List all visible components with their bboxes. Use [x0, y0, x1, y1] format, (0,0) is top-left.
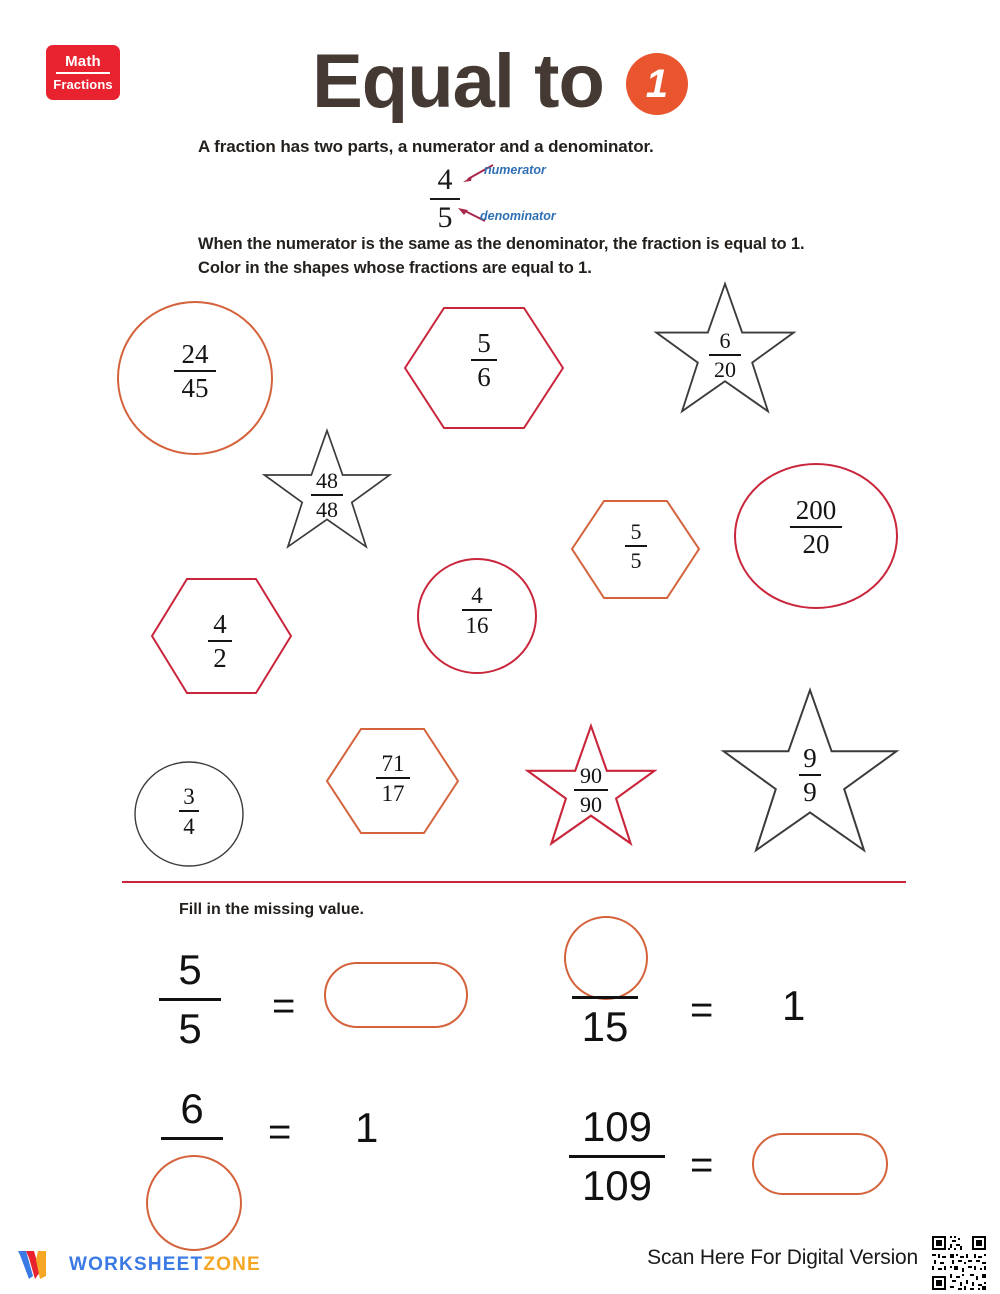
problem-1-fraction [150, 946, 230, 1053]
fraction-bar [174, 370, 216, 372]
badge-topic-label: Fractions [53, 77, 113, 92]
problem-3-denominator-blank[interactable] [146, 1155, 242, 1251]
fraction-numerator: 71 [381, 751, 405, 776]
fraction-denominator: 90 [580, 792, 602, 817]
worksheet-zone-logo[interactable] [16, 1248, 261, 1282]
section-divider [122, 881, 906, 883]
fraction-numerator: 200 [795, 495, 837, 525]
logo-text-worksheet: WORKSHEET [69, 1254, 204, 1275]
shape-star-48-48[interactable] [260, 428, 394, 552]
intro-line-1: A fraction has two parts, a numerator and a denominator. [198, 137, 654, 156]
shape-star-9-9[interactable] [720, 686, 900, 858]
shape-hexagon-4-2[interactable] [150, 577, 293, 695]
shape-circle-24-45[interactable] [116, 300, 274, 456]
qr-code[interactable] [930, 1234, 988, 1292]
fraction-bar [709, 354, 741, 356]
fraction-denominator: 17 [381, 781, 405, 806]
fraction-90-90 [551, 764, 631, 817]
fraction-denominator: 5 [630, 548, 642, 573]
fraction-numerator: 9 [803, 743, 817, 773]
fraction-numerator: 4 [213, 609, 227, 639]
problem-4-fraction-bar [569, 1155, 665, 1158]
fraction-denominator: 16 [465, 613, 489, 638]
problem-1-equals: = [272, 984, 296, 1028]
fraction-4-2 [182, 610, 258, 673]
logo-text-zone: ZONE [203, 1254, 261, 1275]
fraction-bar [574, 789, 608, 791]
problem-3-numerator: 6 [180, 1085, 204, 1132]
fraction-numerator: 90 [580, 763, 602, 788]
fraction-3-4 [155, 784, 223, 839]
problem-1-fraction-bar [159, 998, 221, 1001]
problem-2-denominator: 15 [581, 1003, 629, 1050]
fraction-bar [376, 777, 410, 779]
problem-2-numerator-blank[interactable] [564, 916, 648, 1000]
problem-3-fraction [152, 1085, 232, 1144]
shape-circle-3-4[interactable] [133, 760, 245, 868]
fraction-denominator: 20 [802, 529, 830, 559]
problem-1-answer-blank[interactable] [324, 962, 468, 1028]
fraction-9-9 [770, 744, 850, 807]
problem-3-equals: = [268, 1110, 292, 1154]
logo-text [69, 1254, 261, 1276]
problem-4-equals: = [690, 1143, 714, 1187]
fraction-bar [311, 494, 343, 496]
problem-2-equals: = [690, 988, 714, 1032]
problem-4-numerator: 109 [581, 1103, 653, 1150]
fraction-6-20 [685, 329, 765, 382]
fraction-denominator: 45 [181, 373, 209, 403]
problem-2-answer: 1 [782, 982, 806, 1029]
shape-hexagon-5-5[interactable] [570, 499, 701, 600]
fraction-71-17 [355, 751, 431, 806]
problem-1-denominator: 5 [178, 1005, 202, 1052]
numerator-label: numerator [484, 163, 546, 177]
fraction-denominator: 9 [803, 777, 817, 807]
page-title [0, 39, 1000, 124]
fraction-bar [462, 609, 492, 611]
fraction-5-5 [602, 520, 670, 573]
fraction-bar [471, 359, 497, 361]
problem-3-answer: 1 [355, 1104, 379, 1151]
fraction-numerator: 5 [630, 519, 642, 544]
shape-circle-200-20[interactable] [733, 462, 899, 610]
fraction-bar [208, 640, 232, 642]
fraction-48-48 [287, 469, 367, 522]
fraction-bar [179, 810, 199, 812]
fraction-denominator: 6 [477, 362, 491, 392]
fraction-200-20 [774, 496, 858, 559]
scan-instruction-text: Scan Here For Digital Version [647, 1246, 918, 1269]
problem-1-numerator: 5 [178, 946, 202, 993]
fraction-denominator: 20 [714, 357, 736, 382]
fraction-bar [799, 774, 821, 776]
fraction-numerator: 5 [477, 328, 491, 358]
fraction-bar [790, 526, 842, 528]
problem-3-fraction-bar [161, 1137, 223, 1140]
problem-4-fraction [562, 1103, 672, 1210]
fraction-24-45 [153, 340, 237, 403]
denominator-label: denominator [480, 209, 556, 223]
title-number-badge: 1 [626, 53, 688, 115]
fraction-denominator: 48 [316, 497, 338, 522]
example-numerator: 4 [437, 163, 453, 196]
logo-mark-icon [16, 1248, 60, 1282]
example-fraction-bar [430, 198, 460, 200]
fraction-numerator: 6 [719, 328, 731, 353]
problem-4-answer-blank[interactable] [752, 1133, 888, 1195]
fraction-denominator: 4 [183, 814, 195, 839]
fraction-numerator: 4 [471, 583, 483, 608]
badge-subject-label: Math [65, 53, 101, 70]
problem-2-fraction-bar [572, 996, 638, 999]
fraction-5-6 [442, 329, 526, 392]
shape-circle-4-16[interactable] [416, 557, 538, 675]
intro-lines-2-3 [198, 232, 805, 280]
fraction-denominator: 2 [213, 643, 227, 673]
shape-star-90-90[interactable] [525, 723, 657, 849]
intro-line-2: When the numerator is the same as the denominator, the fraction is equal to 1. [198, 235, 805, 253]
shape-star-6-20[interactable] [651, 281, 799, 417]
page-title-text: Equal to [312, 39, 604, 124]
fraction-numerator: 48 [316, 468, 338, 493]
fraction-numerator: 3 [183, 784, 195, 809]
intro-line-3: Color in the shapes whose fractions are equal to 1. [198, 259, 592, 277]
fraction-4-16 [441, 583, 513, 638]
problem-2-fraction [562, 992, 648, 1051]
fill-section-title: Fill in the missing value. [179, 901, 364, 918]
shape-hexagon-71-17[interactable] [325, 727, 460, 835]
example-denominator: 5 [437, 201, 453, 234]
fraction-bar [625, 545, 647, 547]
problem-4-denominator: 109 [581, 1162, 653, 1209]
fraction-numerator: 24 [181, 339, 209, 369]
shape-hexagon-5-6[interactable] [403, 306, 565, 430]
